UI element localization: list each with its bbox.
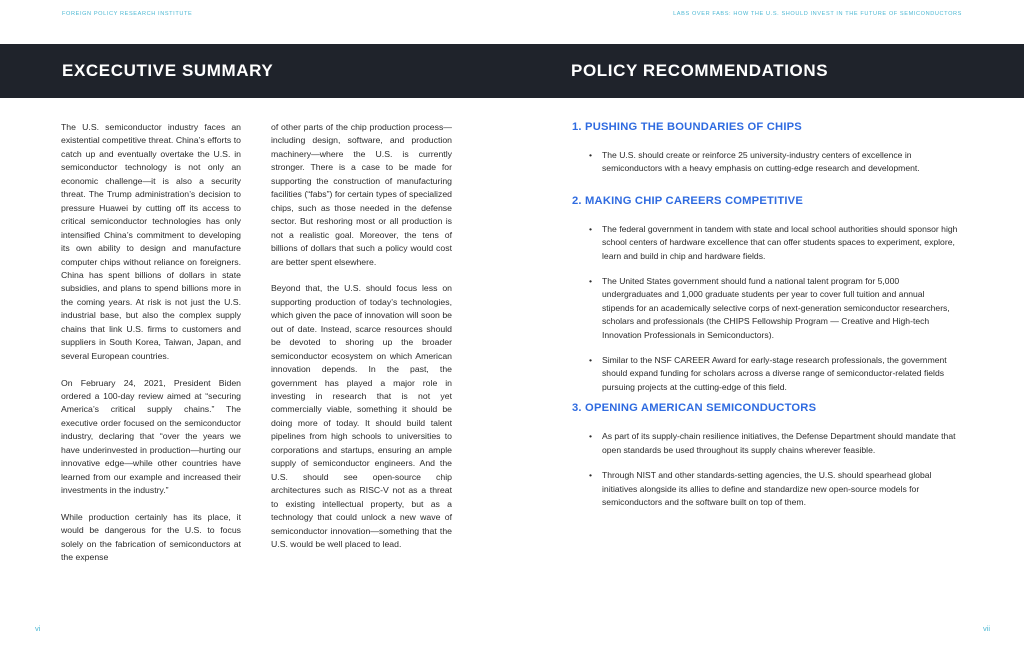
bullet-item: • Similar to the NSF CAREER Award for early-stage research professionals, the government should expand funding for scholars across a diverse range of semiconductor-related fields pursuing projects at the cutting-edge of this field. [572, 354, 958, 394]
summary-column-2 [271, 121, 452, 565]
running-head-right: LABS OVER FABS: HOW THE U.S. SHOULD INVEST IN THE FUTURE OF SEMICONDUCTORS [673, 11, 962, 17]
bullet-item: • The federal government in tandem with state and local school authorities should sponsor high school centers of hardware excellence that can offer students spaces to experiment, explore, learn and build in chip and hardware fields. [572, 223, 958, 263]
executive-summary-title: EXCECUTIVE SUMMARY [62, 61, 274, 80]
summary-paragraph: Beyond that, the U.S. should focus less on supporting production of today’s technologies, which given the pace of innovation will soon be out of date. Instead, scarce resources should be devoted to shoring up the broader semiconductor ecosystem on which American innovation depends. In the past, the government has played a major role in investing in research that is not yet commercially viable, something it should be doing more of today. It should build talent pipelines from high schools to universities to corporations and startups, ensuring an ample supply of semiconductor engineers. And the U.S. should see open-source chip architectures such as RISC-V not as a threat to existing intellectual property, but as a technology that could unlock a new wave of semiconductor innovation—something that the U.S. would be well placed to lead. [271, 283, 452, 549]
page-number-left: vi [35, 624, 41, 633]
bullet-item: • The United States government should fund a national talent program for 5,000 undergraduates and 1,000 graduate students per year to cover full tuition and annual stipends for an academically selective corps of next-generation semiconductor researchers, scholars and professionals (the CHIPS Fellowship Program — Creative and High-tech Innovation Professionals in Semiconductors). [572, 275, 958, 342]
summary-paragraph: On February 24, 2021, President Biden ordered a 100-day review aimed at “securing America’s critical supply chains.” The executive order focused on the semiconductor industry, declaring that “over the years we have underinvested in production—hurting our innovative edge—while other countries have learned from our example and increased their investments in the industry.” [61, 377, 241, 496]
bullet-list [572, 223, 958, 394]
bullet-item: • The U.S. should create or reinforce 25 university-industry centers of excellence in semiconductors with a heavy emphasis on cutting-edge research and development. [572, 149, 958, 176]
bullet-list [572, 430, 958, 509]
policy-recommendations-title: POLICY RECOMMENDATIONS [571, 61, 829, 80]
running-head-left: FOREIGN POLICY RESEARCH INSTITUTE [62, 11, 193, 17]
summary-paragraph: While production certainly has its place, it would be dangerous for the U.S. to focus solely on the fabrication of semiconductors at the expense [61, 512, 241, 563]
summary-paragraph: The U.S. semiconductor industry faces an existential competitive threat. China’s efforts to catch up and eventually overtake the U.S. in semiconductor technology is not only an economic challenge—it is also a security threat. The Trump administration’s decision to pressure Huawei by cutting off its access to critical semiconductor technologies has only intensified China’s commitment to developing its own ability to design and manufacture computer chips without reliance on foreigners. China has spent billions of dollars in state subsidies, and plans to spend billions more in the coming years. At risk is not just the U.S. industrial base, but also the complex supply chains that link U.S. firms to customers and suppliers in South Korea, Taiwan, Japan, and several European countries. [61, 122, 241, 361]
bullet-list [572, 149, 958, 176]
bullet-item: • As part of its supply-chain resilience initiatives, the Defense Department should mandate that open standards be used throughout its supply chains wherever feasible. [572, 430, 958, 457]
recommendation-section [572, 195, 958, 394]
recommendation-section [572, 121, 958, 176]
recommendation-section [572, 402, 958, 509]
section-heading: 1. PUSHING THE BOUNDARIES OF CHIPS [572, 121, 802, 133]
section-heading: 3. OPENING AMERICAN SEMICONDUCTORS [572, 402, 817, 415]
summary-paragraph: of other parts of the chip production process—including design, software, and production machinery—where the U.S. is currently stronger. There is a case to be made for supporting the construction of manufacturing facilities (“fabs”) for certain types of specialized chips, such as those needed in the defense sector. But reshoring most or all production is not a realistic goal. Moreover, the tens of billions of dollars that such a policy would cost are better spent elsewhere. [271, 122, 452, 267]
recommendations-column [572, 121, 958, 509]
section-heading: 2. MAKING CHIP CAREERS COMPETITIVE [572, 194, 803, 207]
page-number-right: vii [983, 624, 991, 633]
summary-column-1 [61, 121, 241, 578]
bullet-item: • Through NIST and other standards-setting agencies, the U.S. should spearhead global initiatives alongside its allies to define and standardize new open-source models for semiconductors and the software built on top of them. [572, 469, 958, 509]
